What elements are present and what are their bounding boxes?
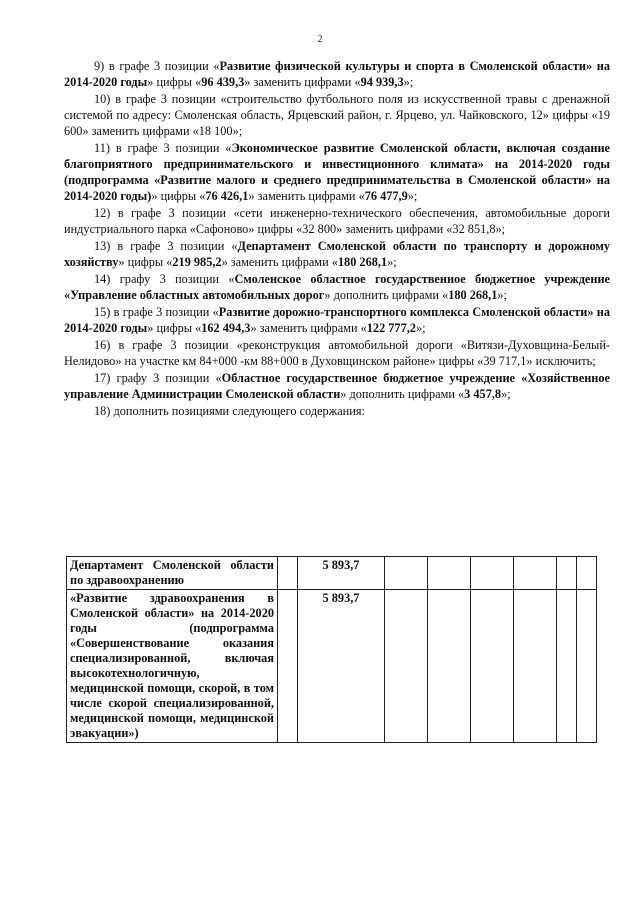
paragraph-9 bbox=[64, 58, 610, 90]
text-run: »; bbox=[501, 387, 511, 401]
paragraph-16 bbox=[64, 337, 610, 369]
text-run: »; bbox=[387, 255, 397, 269]
document-body bbox=[64, 58, 610, 420]
bold-text: 76 426,1 bbox=[205, 189, 249, 203]
bold-text: 96 439,3 bbox=[201, 75, 245, 89]
bold-text: 76 477,9 bbox=[364, 189, 408, 203]
table-cell bbox=[428, 590, 471, 743]
table-cell-name: Департамент Смоленской области по здравоохранению bbox=[67, 557, 278, 590]
paragraph-15 bbox=[64, 304, 610, 336]
bold-text: Смоленское областное государственное бюджетное учреждение «Управление областных автомобильных дорог bbox=[64, 272, 610, 302]
paragraph-12 bbox=[64, 205, 610, 237]
text-run: » цифры « bbox=[151, 189, 206, 203]
paragraph-11 bbox=[64, 140, 610, 204]
text-run: 9) в графе 3 позиции « bbox=[94, 59, 220, 73]
text-run: » дополнить цифрами « bbox=[324, 288, 449, 302]
text-run: 14) графу 3 позиции « bbox=[94, 272, 235, 286]
table-cell bbox=[514, 590, 557, 743]
table-cell bbox=[557, 557, 577, 590]
text-run: 12) в графе 3 позиции «сети инженерно-технического обеспечения, автомобильные дороги индустриального парка «Сафоново» цифры «32 800» заменить цифрами «32 851,8»; bbox=[64, 206, 610, 236]
table-cell bbox=[557, 590, 577, 743]
bold-text: Департамент Смоленской области по транспорту и дорожному хозяйству bbox=[64, 239, 610, 269]
bold-text: Развитие физической культуры и спорта в Смоленской области» на 2014-2020 годы bbox=[64, 59, 611, 89]
paragraph-18-intro: 18) дополнить позициями следующего содержания: bbox=[94, 404, 365, 418]
paragraph-10 bbox=[64, 91, 610, 139]
text-run: »; bbox=[415, 321, 426, 335]
bold-text: 122 777,2 bbox=[366, 321, 416, 335]
text-run: »; bbox=[403, 75, 414, 89]
bold-text: 94 939,3 bbox=[360, 75, 404, 89]
text-run: » цифры « bbox=[118, 255, 173, 269]
table-cell bbox=[514, 557, 557, 590]
bold-text: Областное государственное бюджетное учреждение «Хозяйственное управление Администрации Смоленской области bbox=[64, 371, 610, 401]
table-cell bbox=[471, 590, 514, 743]
bold-text: 180 268,1 bbox=[337, 255, 388, 269]
bold-text: Развитие дорожно-транспортного комплекса Смоленской области» на 2014-2020 годы bbox=[64, 305, 610, 335]
text-run: 11) в графе 3 позиции « bbox=[94, 141, 232, 155]
table-cell-value: 5 893,7 bbox=[298, 590, 385, 743]
text-run: »; bbox=[407, 189, 418, 203]
bold-text: 162 494,3 bbox=[201, 321, 251, 335]
appendix-table bbox=[66, 556, 597, 743]
text-run: 16) в графе 3 позиции «реконструкция автомобильной дороги «Витязи-Духовщина-Белый-Нелидово» на участке км 84+000 -км 88+000 в Духовщинском районе» цифры «39 717,1» исключить; bbox=[64, 338, 610, 368]
text-run: » заменить цифрами « bbox=[221, 255, 338, 269]
table-cell-name: «Развитие здравоохранения в Смоленской области» на 2014-2020 годы (подпрограмма «Совершенствование оказания специализированной, включая высокотехнологичную, медицинской помощи, скорой, в том числе скорой специализированной, медицинской помощи, медицинской эвакуации») bbox=[67, 590, 278, 743]
text-run: » цифры « bbox=[147, 75, 202, 89]
bold-text: Экономическое развитие Смоленской области, включая создание благоприятного предпринимательского и инвестиционного климата» на 2014-2020 годы (подпрограмма «Развитие малого и среднего предпринимательства в Смоленской области» на 2014-2020 годы) bbox=[64, 141, 610, 203]
bold-text: 219 985,2 bbox=[172, 255, 222, 269]
table-cell bbox=[577, 557, 597, 590]
table-cell bbox=[471, 557, 514, 590]
table-cell bbox=[385, 557, 428, 590]
table-cell bbox=[278, 590, 298, 743]
text-run: » заменить цифрами « bbox=[248, 189, 365, 203]
text-run: » дополнить цифрами « bbox=[340, 387, 465, 401]
text-run: » заменить цифрами « bbox=[250, 321, 367, 335]
table-cell bbox=[428, 557, 471, 590]
table-cell bbox=[385, 590, 428, 743]
text-run: 13) в графе 3 позиции « bbox=[94, 239, 238, 253]
text-run: »; bbox=[497, 288, 507, 302]
text-run: » заменить цифрами « bbox=[244, 75, 361, 89]
table-row bbox=[67, 557, 597, 590]
text-run: 15) в графе 3 позиции « bbox=[94, 305, 219, 319]
paragraph-14 bbox=[64, 271, 610, 303]
text-run: 10) в графе 3 позиции «строительство футбольного поля из искусственной травы с дренажной системой по адресу: Смоленская область, Ярцевский район, г. Ярцево, ул. Чайковского, 12» цифры «19 600» заменить цифрами «18 100»; bbox=[64, 92, 610, 138]
text-run: 17) графу 3 позиции « bbox=[94, 371, 222, 385]
bold-text: 180 268,1 bbox=[448, 288, 498, 302]
table-row bbox=[67, 590, 597, 743]
table-cell bbox=[577, 590, 597, 743]
paragraph-17 bbox=[64, 370, 610, 402]
bold-text: 3 457,8 bbox=[464, 387, 502, 401]
text-run: » цифры « bbox=[147, 321, 202, 335]
table-cell-value: 5 893,7 bbox=[298, 557, 385, 590]
paragraph-13 bbox=[64, 238, 610, 270]
page-number: 2 bbox=[317, 34, 323, 45]
table-cell bbox=[278, 557, 298, 590]
